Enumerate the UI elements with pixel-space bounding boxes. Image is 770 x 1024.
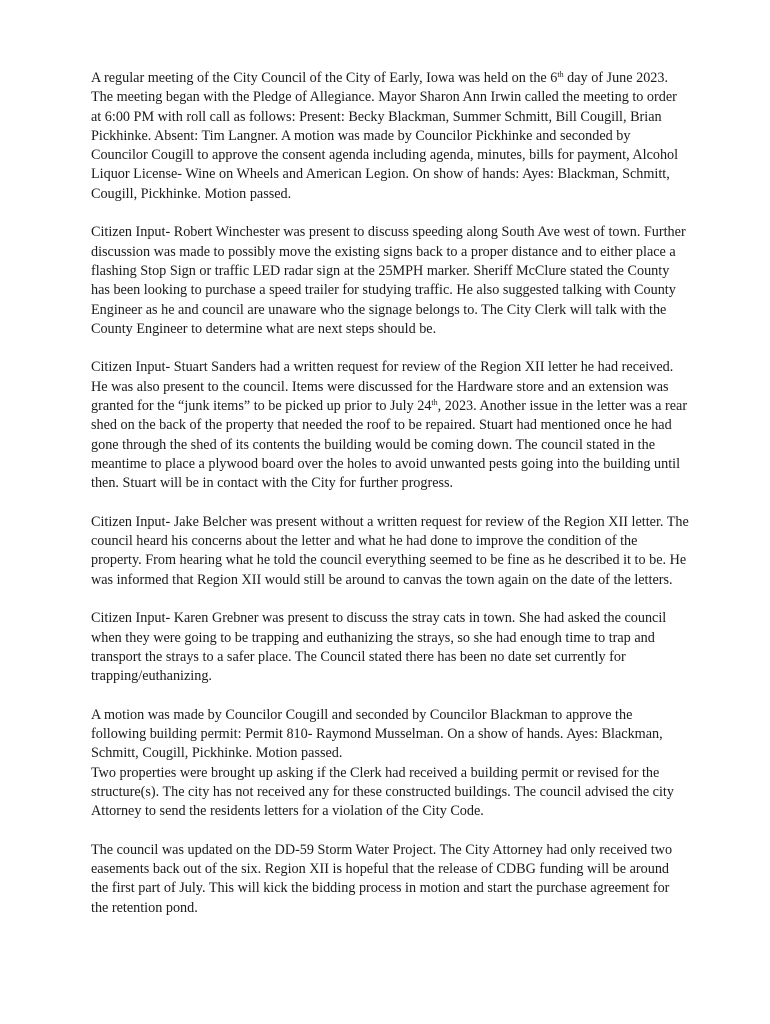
paragraph-citizen-input-grebner — [91, 609, 689, 686]
text-run: Two properties were brought up asking if the Clerk had received a building permit or revised for the structure(s). The city has not received any for these constructed buildings. The council advised the city Attorney to send the residents letters for a violation of the City Code. — [91, 764, 674, 820]
paragraph-building-permit-violations — [91, 764, 689, 822]
text-run: Citizen Input- Jake Belcher was present without a written request for review of the Region XII letter. The council heard his concerns about the letter and what he had done to improve the condition of the property. From hearing what he told the council everything seemed to be fine as he described it to be. He was informed that Region XII would still be around to canvas the town again on the date of the letters. — [91, 513, 689, 588]
text-run: day of June 2023. The meeting began with the Pledge of Allegiance. Mayor Sharon Ann Irwin called the meeting to order at 6:00 PM with roll call as follows: Present: Becky Blackman, Summer Schmitt, Bill Cougill, Brian Pickhinke. Absent: Tim Langner. A motion was made by Councilor Pickhinke and seconded by Councilor Cougill to approve the consent agenda including agenda, minutes, bills for payment, Alcohol Liquor License- Wine on Wheels and American Legion. On show of hands: Ayes: Blackman, Schmitt, Cougill, Pickhinke. Motion passed. — [91, 70, 679, 202]
minutes-body — [91, 69, 689, 937]
text-run: , 2023. Another issue in the letter was a rear shed on the back of the property that needed the roof to be repaired. Stuart had mentioned once he had gone through the shed of its contents the building would be coming down. The council stated in the meantime to place a plywood board over the holes to avoid unwanted pests going into the building until then. Stuart will be in contact with the City for further progress. — [91, 398, 688, 492]
text-run: Citizen Input- Stuart Sanders had a written request for review of the Region XII letter he had received. He was also present to the council. Items were discussed for the Hardware store and an extension was granted for the “junk items” to be picked up prior to July 24 — [91, 359, 674, 415]
paragraph-roll-call — [91, 69, 689, 204]
superscript-ordinal: th — [431, 398, 438, 408]
text-run: Citizen Input- Robert Winchester was present to discuss speeding along South Ave west of town. Further discussion was made to possibly move the existing signs back to a proper distance and to either place a flashing Stop Sign or traffic LED radar sign at the 25MPH marker. Sheriff McClure stated the County has been looking to purchase a speed trailer for studying traffic. He also suggested talking with County Engineer as he and council are unaware who the signage belongs to. The City Clerk will talk with the County Engineer to determine what are next steps should be. — [91, 224, 686, 337]
paragraph-building-permit-motion — [91, 706, 689, 764]
text-run: Citizen Input- Karen Grebner was present to discuss the stray cats in town. She had asked the council when they were going to be trapping and euthanizing the strays, so she had enough time to trap and transport the strays to a safer place. The Council stated there has been no date set currently for trapping/euthanizing. — [91, 610, 667, 685]
text-run: The council was updated on the DD-59 Storm Water Project. The City Attorney had only received two easements back out of the six. Region XII is hopeful that the release of CDBG funding will be around the first part of July. This will kick the bidding process in motion and start the purchase agreement for the retention pond. — [91, 841, 673, 916]
superscript-ordinal: th — [557, 70, 564, 79]
text-run: A regular meeting of the City Council of the City of Early, Iowa was held on the 6 — [91, 70, 558, 86]
paragraph-citizen-input-sanders — [91, 358, 689, 493]
paragraph-citizen-input-winchester — [91, 223, 689, 339]
text-run: A motion was made by Councilor Cougill and seconded by Councilor Blackman to approve the following building permit: Permit 810- Raymond Musselman. On a show of hands. Ayes: Blackman, Schmitt, Cougill, Pickhinke. Motion passed. — [91, 706, 663, 762]
paragraph-storm-water-project — [91, 841, 689, 918]
paragraph-citizen-input-belcher — [91, 513, 689, 590]
